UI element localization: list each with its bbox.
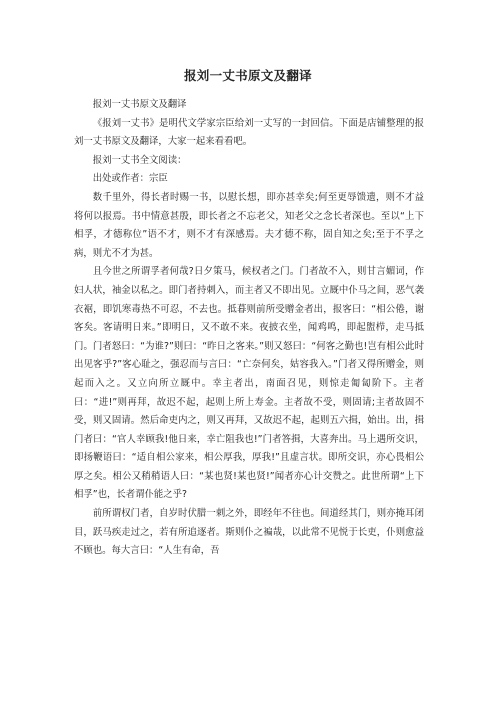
paragraph: 且今世之所谓孚者何哉?日夕策马，候权者之门。门者故不入，则甘言媚词，作妇人状，袖金以私之。即门者持刺入，而主者又不即出见。立厩中仆马之间，恶气袭衣裾，即饥寒毒热不可忍，不去也。抵暮则前所受赠金者出，报客曰：“相公倦，谢客矣。客请明日来。”即明日，又不敢不来。夜披衣坐，闻鸡鸣，即起盥栉，走马抵门。门者怒曰：“为谁?”则曰：“昨日之客来。”则又怒曰：“何客之勤也!岂有相公此时出见客乎?”客心耻之，强忍而与言曰：“亡奈何矣，姑容我入。”门者又得所赠金，则起而入之。又立向所立厩中。幸主者出，南面召见，则惊走匍匐阶下。主者曰：“进!”则再拜，故迟不起，起则上所上寿金。主者故不受，则固请;主者故固不受，则又固请。然后命吏内之，则又再拜，又故迟不起，起则五六揖，始出。出，揖门者曰：“官人幸顾我!他日来，幸亡阻我也!”门者答揖，大喜奔出。马上遇所交识，即扬鞭语曰：“适自相公家来，相公厚我，厚我!”且虚言状。即所交识，亦心畏相公厚之矣。相公又稍稍语人曰：“某也贤!某也贤!”闻者亦心计交赞之。此世所谓“上下相孚”也，长者谓仆能之乎? [74, 266, 424, 501]
paragraph: 报刘一丈书原文及翻译 [92, 99, 187, 110]
paragraph: 数千里外，得长者时赐一书，以慰长想，即亦甚幸矣;何至更辱馈遗，则不才益将何以报焉。书中情意甚殷，即长者之不忘老父，知老父之念长者深也。至以“上下相孚，才德称位”语不才，则不才有深感焉。夫才德不称，固自知之矣;至于不孚之病，则尤不才为甚。 [74, 191, 424, 259]
paragraph: 《报刘一丈书》是明代文学家宗臣给刘一丈写的一封回信。下面是店铺整理的报刘一丈书原文及翻译，大家一起来看看吧。 [74, 117, 424, 148]
paragraph: 前所谓权门者，自岁时伏腊一刺之外，即经年不往也。间道经其门，则亦掩耳闭目，跃马疾走过之，若有所追逐者。斯则仆之褊哉，以此常不见悦于长吏，仆则愈益不顾也。每大言曰：“人生有命，吾 [74, 508, 424, 557]
document-body [74, 96, 424, 561]
paragraph: 报刘一丈书全文阅读： [92, 154, 187, 166]
document-title: 报刘一丈书原文及翻译 [183, 68, 312, 83]
paragraph: 出处或作者：宗臣 [92, 173, 168, 185]
